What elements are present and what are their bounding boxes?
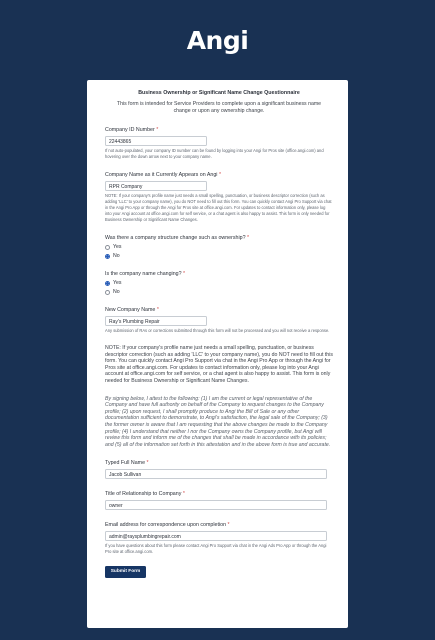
radio-selected-icon[interactable] bbox=[105, 281, 110, 286]
company-name-label bbox=[105, 172, 333, 178]
title-relationship-label-text: Title of Relationship to Company bbox=[105, 491, 182, 498]
typed-name-field[interactable]: Jacob Sullivan bbox=[105, 469, 327, 479]
required-mark: * bbox=[156, 127, 159, 133]
radio-unselected-icon[interactable] bbox=[105, 290, 110, 295]
name-change-no-option[interactable] bbox=[105, 289, 333, 295]
form-intro: This form is intended for Service Providers to complete upon a significant business name change or upon any ownership change. bbox=[116, 101, 322, 114]
radio-selected-icon[interactable] bbox=[105, 254, 110, 259]
title-relationship-field[interactable]: owner bbox=[105, 500, 327, 510]
typed-name-label-text: Typed Full Name bbox=[105, 460, 146, 467]
new-company-name-field[interactable]: Ray's Plumbing Repair bbox=[105, 316, 207, 326]
email-help: If you have questions about this form please contact Angi Pro Support via chat in the Angi Ads Pro App or through the Angi Pro site at office.angi.com. bbox=[105, 543, 327, 555]
required-mark: * bbox=[247, 235, 250, 241]
ownership-no-option[interactable] bbox=[105, 253, 333, 259]
company-id-field[interactable]: 22443865 bbox=[105, 136, 207, 146]
company-id-help: If not auto-populated, your company ID number can be found by logging into your Angi for Pros site (office.angi.com) and hovering over the down arrow next to your company name. bbox=[105, 148, 324, 159]
angi-logo: Angi bbox=[186, 26, 249, 55]
ownership-yes-label: Yes bbox=[113, 244, 122, 250]
new-company-name-label-text: New Company Name bbox=[105, 307, 156, 313]
radio-unselected-icon[interactable] bbox=[105, 245, 110, 250]
company-id-label bbox=[105, 127, 333, 133]
company-name-label-text: Company Name as it Currently Appears on Angi bbox=[105, 172, 218, 178]
name-change-yes-label: Yes bbox=[113, 280, 122, 286]
required-mark: * bbox=[156, 307, 159, 313]
form-title: Business Ownership or Significant Name Change Questionnaire bbox=[138, 90, 300, 96]
required-mark: * bbox=[146, 460, 149, 467]
company-name-field[interactable]: RPR Company bbox=[105, 181, 207, 191]
name-change-question-text: Is the company name changing? bbox=[105, 271, 182, 277]
questionnaire-card bbox=[87, 80, 348, 628]
name-change-question-label bbox=[105, 271, 333, 277]
attestation-paragraph: By signing below, I attest to the following: (1) I am the current or legal representative of the Company and have full authority on behalf of the Company to request changes to the Company profile; (2) upon request, I shall promptly produce to Angi the Bill of Sale or any other documentation sufficient to demonstrate, to Angi's satisfaction, the legal sale of the Company; (3) the former owner is aware that I am requesting that the above changes be made to the Company profile; (4) I understand that neither I nor the Company owns the Company profile, but Angi will review this form and inform me of the changes that shall be made in accordance with its policies; and (5) all of the information set forth in this attestation and in the above form is true and accurate. bbox=[105, 395, 331, 448]
email-label bbox=[105, 522, 333, 528]
email-label-text: Email address for correspondence upon completion bbox=[105, 522, 227, 529]
name-change-no-label: No bbox=[113, 289, 120, 295]
new-company-name-help: Any submission of RAs or corrections submitted through this form will not be processed and you will not receive a response. bbox=[105, 328, 330, 333]
new-company-name-label bbox=[105, 307, 333, 313]
required-mark: * bbox=[183, 271, 186, 277]
name-change-yes-option[interactable] bbox=[105, 280, 333, 286]
ownership-question-label bbox=[105, 235, 333, 241]
ownership-question-text: Was there a company structure change such as ownership? bbox=[105, 235, 246, 241]
submit-form-button[interactable]: Submit Form bbox=[105, 566, 146, 578]
required-mark: * bbox=[227, 522, 230, 529]
ownership-no-label: No bbox=[113, 253, 120, 259]
company-name-help: NOTE: If your company's profile name just needs a small spelling, punctuation, or business descriptor correction (such as adding 'LLC' to your company name), you do NOT need to fill out this form. You can quickly contact Angi Pro Support via chat in the Angi Pro App or through the Angi for Pros site at office.angi.com. For updates to contact information only, please log into your Angi account at office.angi.com for self service, or a chat agent is also happy to assist. This form is only needed for Business Ownership or Significant Name Changes. bbox=[105, 193, 332, 222]
ownership-yes-option[interactable] bbox=[105, 244, 333, 250]
email-field[interactable]: admin@raysplumbingrepair.com bbox=[105, 531, 327, 541]
required-mark: * bbox=[218, 172, 222, 178]
title-relationship-label bbox=[105, 491, 333, 497]
company-id-label-text: Company ID Number bbox=[105, 127, 155, 133]
typed-name-label bbox=[105, 460, 333, 466]
note-paragraph: NOTE: If your company's profile name just needs a small spelling, punctuation, or business descriptor correction (such as adding 'LLC' to your company name), you do NOT need to fill out this form. You can quickly contact Angi Pro Support via chat in the Angi Pro App or through the Angi for Pros site at office.angi.com. For updates to contact information only, please log into your Angi account at office.angi.com for self service, or a chat agent is also happy to assist. This form is only needed for Business Ownership or Significant Name Changes. bbox=[105, 345, 333, 384]
required-mark: * bbox=[182, 491, 185, 498]
